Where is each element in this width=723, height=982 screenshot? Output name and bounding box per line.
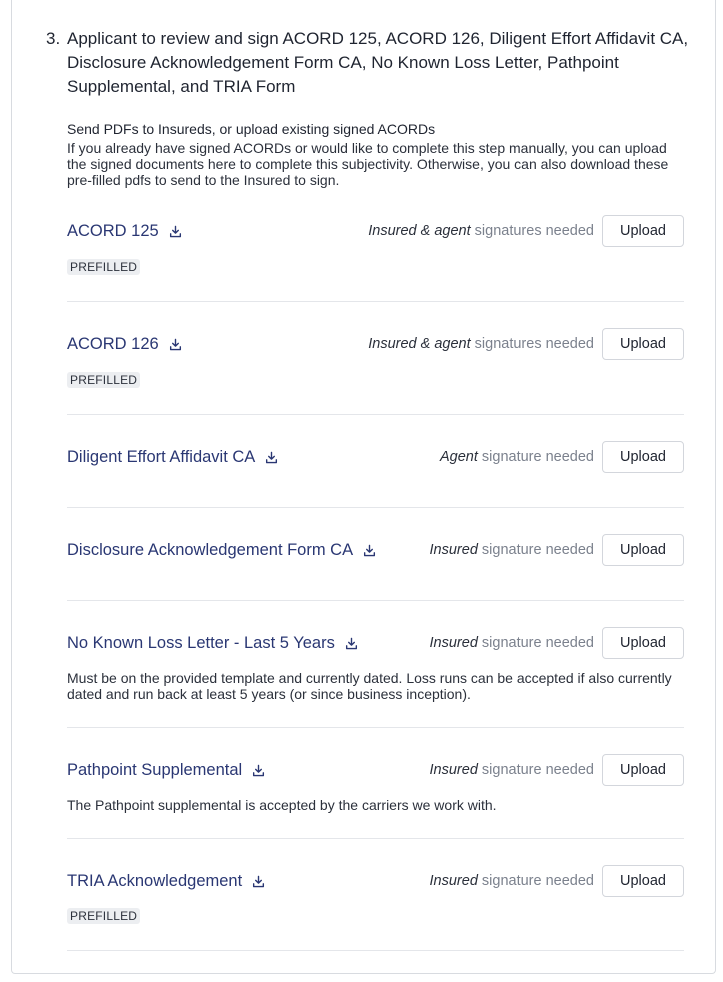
upload-button-pathpoint-supplemental[interactable]: Upload [602,754,684,786]
document-title: TRIA Acknowledgement [67,872,243,890]
download-icon [252,875,265,888]
intro-body: If you already have signed ACORDs or would like to complete this step manually, you can upload the signed documents here to complete this subjectivity. Otherwise, you can also download these pre-filled pdfs to send to the Insured to sign. [67,140,669,188]
signature-requirement: Insured & agent signatures needed [368,223,594,239]
signature-requirement: Insured signature needed [429,873,594,889]
prefilled-badge: PREFILLED [67,908,140,924]
step-number: 3. [46,29,61,48]
download-icon [363,544,376,557]
document-download-link-no-known-loss-letter[interactable] [67,633,358,653]
signature-requirement: Insured & agent signatures needed [368,336,594,352]
upload-button-acord-126[interactable]: Upload [602,328,684,360]
document-row-diligent-effort-affidavit [67,431,684,508]
document-note: The Pathpoint supplemental is accepted by the carriers we work with. [67,797,497,813]
document-title: ACORD 125 [67,222,159,240]
prefilled-badge: PREFILLED [67,372,140,388]
signature-requirement: Insured signature needed [429,762,594,778]
document-row-pathpoint-supplemental [67,744,684,839]
document-row-disclosure-acknowledgement [67,524,684,601]
document-row-tria-acknowledgement [67,855,684,951]
document-note: Must be on the provided template and currently dated. Loss runs can be accepted if also currently dated and run back at least 5 years (or since business inception). [67,670,672,702]
upload-button-no-known-loss-letter[interactable]: Upload [602,627,684,659]
download-icon [345,637,358,650]
document-download-link-acord-126[interactable] [67,334,182,354]
document-download-link-disclosure-acknowledgement[interactable] [67,540,376,560]
download-icon [252,764,265,777]
document-title: Disclosure Acknowledgement Form CA [67,541,354,559]
upload-button-tria-acknowledgement[interactable]: Upload [602,865,684,897]
signature-requirement: Insured signature needed [429,542,594,558]
step-title: Applicant to review and sign ACORD 125, ACORD 126, Diligent Effort Affidavit CA, Disclosure Acknowledgement Form CA, No Known Loss Letter, Pathpoint Supplemental, and TRIA Form [67,29,689,96]
document-download-link-tria-acknowledgement[interactable] [67,871,265,891]
download-icon [169,338,182,351]
upload-button-disclosure-acknowledgement[interactable]: Upload [602,534,684,566]
document-download-link-pathpoint-supplemental[interactable] [67,760,265,780]
document-title: No Known Loss Letter - Last 5 Years [67,634,335,652]
document-download-link-acord-125[interactable] [67,221,182,241]
intro-heading: Send PDFs to Insureds, or upload existing signed ACORDs [67,121,436,137]
signature-requirement: Agent signature needed [439,449,594,465]
document-row-no-known-loss-letter [67,617,684,728]
download-icon [265,451,278,464]
document-title: Pathpoint Supplemental [67,761,243,779]
document-title: Diligent Effort Affidavit CA [67,448,256,466]
document-row-acord-126 [67,318,684,415]
prefilled-badge: PREFILLED [67,259,140,275]
document-title: ACORD 126 [67,335,159,353]
upload-button-diligent-effort-affidavit[interactable]: Upload [602,441,684,473]
upload-button-acord-125[interactable]: Upload [602,215,684,247]
download-icon [169,225,182,238]
signature-requirement: Insured signature needed [429,635,594,651]
document-download-link-diligent-effort-affidavit[interactable] [67,447,278,467]
document-row-acord-125 [67,205,684,302]
